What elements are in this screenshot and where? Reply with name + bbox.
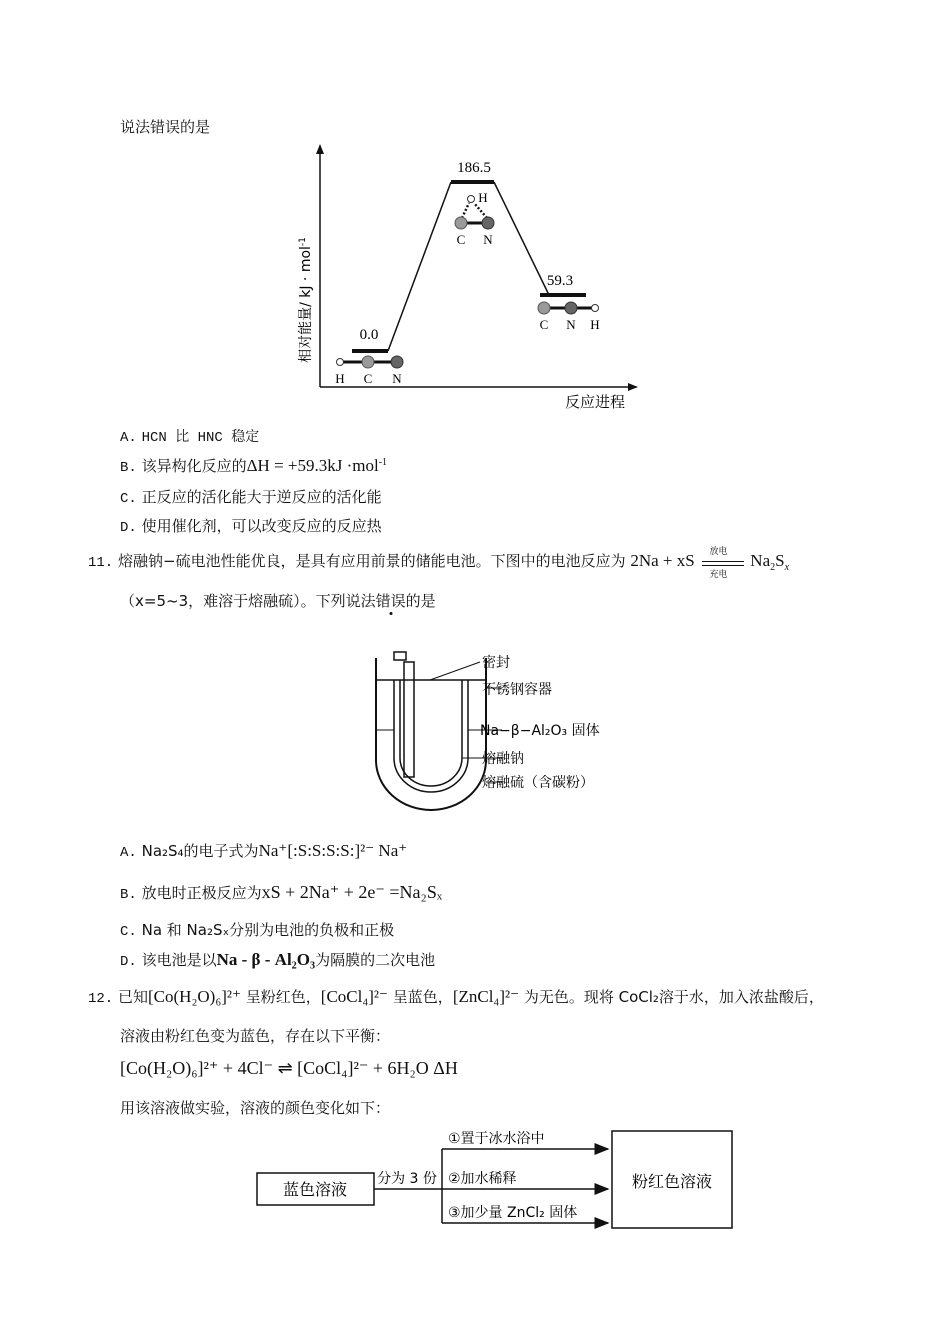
level-value-reactant: 0.0 [359, 327, 379, 343]
beta-alumina-tube-inner [400, 680, 462, 786]
svg-text:粉红色溶液: 粉红色溶液 [631, 1172, 713, 1191]
molecule-hcn [335, 356, 403, 386]
label-sulfur: 熔融硫（含碳粉） [482, 775, 594, 791]
svg-text:C: C [363, 371, 373, 386]
y-axis-arrow [316, 144, 324, 154]
atom-n [565, 302, 577, 314]
atom-h [337, 359, 344, 366]
molecule-hnc [538, 302, 600, 332]
label-sodium: 熔融钠 [482, 751, 524, 767]
q10-option-d: D. 使用催化剂，可以改变反应的反应热 [120, 517, 382, 536]
flow-diagram [250, 1125, 750, 1235]
step-3-label: ③加少量 ZnCl₂ 固体 [448, 1205, 578, 1221]
reversible-arrow: 放电 充电 [700, 553, 746, 571]
q10-option-b: B. 该异构化反应的ΔH = +59.3kJ ·mol$^{-1}$ [120, 456, 388, 476]
q10-stem-tail: 说法错误的是 [120, 118, 211, 136]
atom-h [592, 305, 599, 312]
connector-up [388, 182, 451, 351]
q11-option-d: D. 该电池是以Na - β - Al₂O₃为隔膜的二次电池 [120, 950, 436, 970]
svg-text:H: H [335, 371, 345, 386]
q12-line3: 用该溶液做实验，溶液的颜色变化如下： [120, 1099, 391, 1117]
svg-text:H: H [590, 317, 600, 332]
atom-n [482, 217, 494, 229]
q12-line1: 12. 已知[Co(H₂O)₆]²⁺ 呈粉红色，[CoCl₄]²⁻ 呈蓝色，[ZnCl₄]²⁻ 为无色。现将 CoCl₂溶于水，加入浓盐酸后， [88, 987, 824, 1007]
svg-text:蓝色溶液: 蓝色溶液 [282, 1180, 348, 1199]
atom-c [538, 302, 550, 314]
connector-down [494, 182, 549, 295]
level-value-ts: 186.5 [457, 160, 491, 176]
q12-equilibrium: [Co(H₂O)₆]²⁺ + 4Cl⁻ ⇌ [CoCl₄]²⁻ + 6H₂O ΔH [120, 1058, 458, 1078]
x-axis-arrow [628, 383, 638, 391]
step-1-label: ①置于冰水浴中 [448, 1131, 545, 1147]
label-electrolyte: Na−β−Al₂O₃ 固体 [480, 723, 600, 739]
q12-line2: 溶液由粉红色变为蓝色，存在以下平衡： [120, 1027, 391, 1045]
molecule-ts [455, 190, 494, 247]
q10-option-a: A. HCN 比 HNC 稳定 [120, 430, 260, 446]
q11-option-b: B. 放电时正极反应为xS + 2Na⁺ + 2e⁻ =Na₂Sₓ [120, 882, 443, 903]
step-2-label: ②加水稀释 [448, 1171, 517, 1187]
terminal [394, 652, 406, 660]
x-axis-label: 反应进程 [564, 393, 626, 411]
atom-c [455, 217, 467, 229]
svg-text:N: N [483, 232, 493, 247]
y-axis-label: 相对能量/ kJ · mol$^{-1}$ [298, 237, 314, 363]
atom-n [391, 356, 403, 368]
label-container: 不锈钢容器 [482, 682, 552, 698]
energy-diagram [290, 140, 650, 415]
label-seal: 密封 [482, 655, 510, 671]
beta-alumina-tube-outer [394, 680, 468, 792]
svg-text:N: N [392, 371, 402, 386]
atom-c [362, 356, 374, 368]
svg-text:N: N [566, 317, 576, 332]
level-value-product: 59.3 [546, 273, 574, 289]
atom-h [468, 196, 475, 203]
battery-figure [360, 640, 630, 815]
q10-option-c: C. 正反应的活化能大于逆反应的活化能 [120, 488, 382, 507]
q11-stem-line1: 11. 熔融钠−硫电池性能优良，是具有应用前景的储能电池。下图中的电池反应为 2Na + xS 放电 充电 $Na_2S_x$ [88, 547, 790, 580]
svg-text:C: C [539, 317, 549, 332]
stainless-container [376, 658, 486, 810]
q11-option-c: C. Na 和 Na₂Sₓ分别为电池的负极和正极 [120, 921, 395, 940]
split-label: 分为 3 份 [377, 1171, 437, 1187]
q11-stem-line2: （x=5~3，难溶于熔融硫）。下列说法错误的是 [120, 592, 436, 610]
svg-text:C: C [456, 232, 466, 247]
svg-text:H: H [478, 190, 488, 205]
q11-option-a: A. Na₂S₄的电子式为Na⁺[:S:S:S:S:]²⁻ Na⁺ [120, 841, 408, 861]
